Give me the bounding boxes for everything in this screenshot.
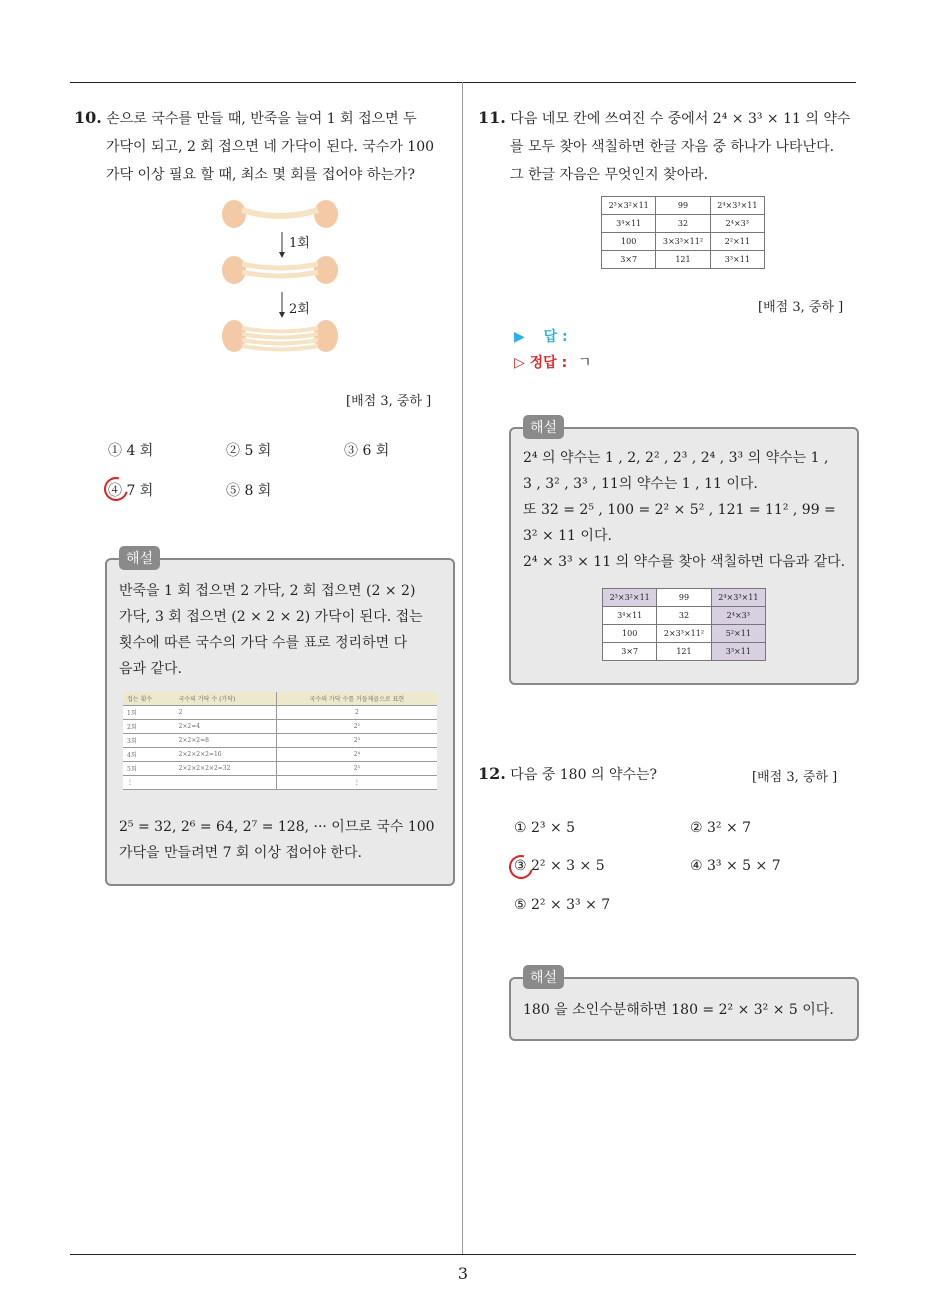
choice-1[interactable]: ① 4 회	[108, 443, 154, 459]
table-row: 2회 2×2=4 2²	[123, 720, 437, 734]
solution-line: 반죽을 1 회 접으면 2 가닥, 2 회 접으면 (2 × 2)	[119, 583, 416, 599]
question-text-line: 그 한글 자음은 무엇인지 찾아라.	[510, 167, 709, 183]
question-number: 10.	[74, 108, 102, 127]
fold-label: 2회	[289, 302, 310, 317]
question-12	[478, 760, 657, 789]
question-text-line: 가닥 이상 필요 할 때, 최소 몇 회를 접어야 하는가?	[106, 167, 415, 183]
table-row: 3회 2×2×2=8 2³	[123, 734, 437, 748]
grid-cell: 2⁴×3³	[710, 215, 764, 233]
grid-cell: 100	[603, 625, 657, 643]
shaded-number-grid	[602, 588, 766, 661]
question-11	[478, 104, 860, 189]
solution-line: 가닥, 3 회 접으면 (2 × 2 × 2) 가닥이 된다. 접는	[119, 609, 423, 625]
solution-tag: 해설	[523, 965, 564, 989]
number-grid	[601, 196, 765, 269]
grid-cell: 3×7	[602, 251, 656, 269]
grid-cell: 121	[657, 643, 711, 661]
table-row: 4회 2×2×2×2=16 2⁴	[123, 748, 437, 762]
table-header: 국수의 가닥 수를 거듭제곱으로 표현	[276, 692, 437, 706]
solution-line: 가닥을 만들려면 7 회 이상 접어야 한다.	[119, 845, 362, 861]
table-row: ⋮ ⋮	[123, 776, 437, 790]
grid-cell: 3³×11	[711, 643, 765, 661]
fold-count-table	[123, 692, 437, 790]
grid-cell: 2³×3²×11	[602, 197, 656, 215]
answer-row	[514, 326, 568, 346]
question-number: 11.	[478, 108, 506, 127]
grid-cell: 2⁴×3³	[711, 607, 765, 625]
choice-4[interactable]: ④ 3³ × 5 × 7	[690, 858, 781, 874]
question-number: 12.	[478, 764, 506, 783]
page-number: 3	[457, 1264, 469, 1283]
solution-line: 횟수에 따른 국수의 가닥 수를 표로 정리하면 다	[119, 635, 408, 651]
solution-line: 180 을 소인수분해하면 180 = 2² × 3² × 5 이다.	[523, 1002, 834, 1018]
answer-label: 답 :	[543, 329, 568, 345]
choice-3[interactable]: ③ 2² × 3 × 5	[514, 858, 605, 874]
solution-text	[119, 578, 445, 682]
footer-rule	[70, 1254, 856, 1255]
choice-4[interactable]: ④ 7 회	[108, 483, 154, 499]
grid-cell: 100	[602, 233, 656, 251]
fold-label: 1회	[289, 236, 310, 251]
choice-5[interactable]: ⑤ 8 회	[226, 483, 272, 499]
correct-label: ▷ 정답 :	[514, 355, 568, 371]
hands-noodle-2	[222, 256, 338, 284]
question-text-line: 를 모두 찾아 색칠하면 한글 자음 중 하나가 나타난다.	[510, 139, 835, 155]
selected-answer-mark	[505, 851, 538, 884]
choice-3[interactable]: ③ 6 회	[344, 443, 390, 459]
grid-cell: 3³×11	[710, 251, 764, 269]
grid-cell: 2×3³×11²	[657, 625, 711, 643]
solution-box	[509, 427, 859, 685]
table-header: 국수의 가닥 수 (가닥)	[175, 692, 277, 706]
solution-line: 음과 같다.	[119, 661, 182, 677]
grid-cell: 3⁴×11	[603, 607, 657, 625]
grid-cell: 32	[656, 215, 710, 233]
question-text-line: 손으로 국수를 만들 때, 반죽을 늘여 1 회 접으면 두	[106, 111, 417, 127]
grid-cell: 3×7	[603, 643, 657, 661]
grid-cell: 99	[657, 589, 711, 607]
grid-cell: 121	[656, 251, 710, 269]
grid-cell: 2⁴×3³×11	[710, 197, 764, 215]
solution-box	[105, 558, 455, 886]
score-label: [배점 3, 중하 ]	[758, 300, 844, 315]
grid-cell: 99	[656, 197, 710, 215]
grid-cell: 2²×11	[710, 233, 764, 251]
play-arrow-icon: ▶	[514, 329, 525, 345]
score-label: [배점 3, 중하 ]	[346, 394, 432, 409]
table-header: 접는 횟수	[123, 692, 175, 706]
correct-value: ㄱ	[578, 355, 592, 371]
choice-2[interactable]: ② 3² × 7	[690, 820, 752, 836]
hands-noodle-1	[222, 200, 338, 228]
correct-answer-row	[514, 352, 592, 372]
question-text: 다음 중 180 의 약수는?	[510, 767, 657, 783]
hands-noodle-3	[222, 320, 338, 352]
question-10	[74, 104, 454, 189]
solution-line: 또 32 = 2⁵ , 100 = 2² × 5² , 121 = 11² , 99 =	[523, 502, 836, 518]
solution-tag: 해설	[119, 546, 160, 570]
solution-text	[119, 814, 445, 866]
grid-cell: 3×3³×11²	[656, 233, 710, 251]
solution-line: 3² × 11 이다.	[523, 528, 612, 544]
solution-text	[523, 445, 853, 575]
choice-2[interactable]: ② 5 회	[226, 443, 272, 459]
score-label: [배점 3, 중하 ]	[752, 770, 838, 785]
question-text-line: 다음 네모 칸에 쓰여진 수 중에서 2⁴ × 3³ × 11 의 약수	[510, 111, 851, 127]
solution-line: 2⁴ × 3³ × 11 의 약수를 찾아 색칠하면 다음과 같다.	[523, 554, 846, 570]
solution-line: 3 , 3² , 3³ , 11의 약수는 1 , 11 이다.	[523, 476, 758, 492]
solution-line: 2⁵ = 32, 2⁶ = 64, 2⁷ = 128, ··· 이므로 국수 100	[119, 819, 435, 835]
grid-cell: 5²×11	[711, 625, 765, 643]
selected-answer-mark	[100, 473, 133, 506]
table-row: 5회 2×2×2×2×2=32 2⁵	[123, 762, 437, 776]
column-divider	[462, 82, 463, 1254]
header-rule	[70, 82, 856, 83]
table-row: 1회 2 2	[123, 706, 437, 720]
solution-tag: 해설	[523, 415, 564, 439]
grid-cell: 3⁴×11	[602, 215, 656, 233]
choice-5[interactable]: ⑤ 2² × 3³ × 7	[514, 897, 611, 913]
question-text-line: 가닥이 되고, 2 회 접으면 네 가닥이 된다. 국수가 100	[106, 139, 435, 155]
grid-cell: 32	[657, 607, 711, 625]
choice-1[interactable]: ① 2³ × 5	[514, 820, 576, 836]
grid-cell: 2⁴×3³×11	[711, 589, 765, 607]
noodle-folding-figure	[220, 192, 340, 364]
solution-line: 2⁴ 의 약수는 1 , 2, 2² , 2³ , 2⁴ , 3³ 의 약수는 1 ,	[523, 450, 829, 466]
grid-cell: 2³×3²×11	[603, 589, 657, 607]
